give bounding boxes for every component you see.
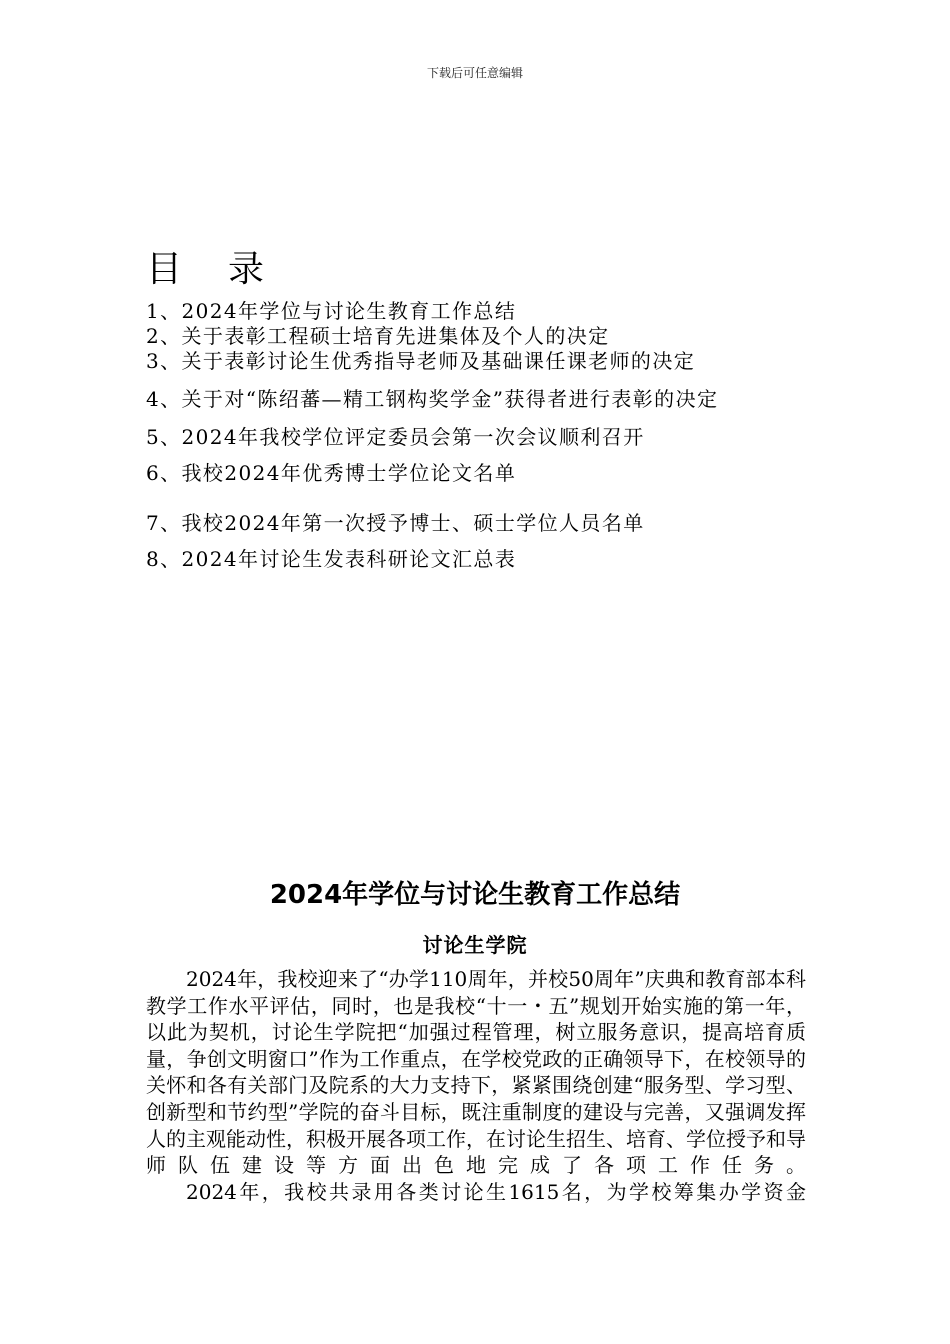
toc-item-7: 7、我校2024年第一次授予博士、硕士学位人员名单	[146, 511, 645, 535]
toc-item-4: 4、关于对“陈绍蕃—精工钢构奖学金”获得者进行表彰的决定	[146, 387, 719, 411]
toc-title	[146, 248, 266, 292]
toc-item-3: 3、关于表彰讨论生优秀指导老师及基础课任课老师的决定	[146, 349, 696, 373]
article-paragraph-1: 2024年，我校迎来了“办学110周年，并校50周年”庆典和教育部本科教学工作水平评估，同时，也是我校“十一・五”规划开始实施的第一年，以此为契机，讨论生学院把“加强过程管理，树立服务意识，提高培育质量，争创文明窗口”作为工作重点，在学校党政的正确领导下，在校领导的关怀和各有关部门及院系的大力支持下，紧紧围绕创建“服务型、学习型、创新型和节约型”学院的奋斗目标，既注重制度的建设与完善，又强调发挥人的主观能动性，积极开展各项工作，在讨论生招生、培育、学位授予和导师队伍建设等方面出色地完成了各项工作任务。	[146, 967, 806, 1178]
page-header-note: 下载后可任意编辑	[426, 66, 523, 80]
article-department: 讨论生学院	[422, 933, 528, 957]
toc-item-2: 2、关于表彰工程硕士培育先进集体及个人的决定	[146, 324, 610, 348]
article-title: 2024年学位与讨论生教育工作总结	[269, 880, 681, 910]
toc-item-6: 6、我校2024年优秀博士学位论文名单	[146, 461, 517, 485]
toc-item-5: 5、2024年我校学位评定委员会第一次会议顺利召开	[146, 425, 645, 449]
toc-title-left: 目	[146, 249, 185, 290]
toc-item-1: 1、2024年学位与讨论生教育工作总结	[146, 299, 517, 323]
article-body	[146, 966, 806, 1205]
toc-title-right: 录	[228, 249, 267, 290]
article-paragraph-2: 2024年，我校共录用各类讨论生1615名，为学校筹集办学资金	[186, 1179, 806, 1204]
toc-item-8: 8、2024年讨论生发表科研论文汇总表	[146, 547, 517, 571]
